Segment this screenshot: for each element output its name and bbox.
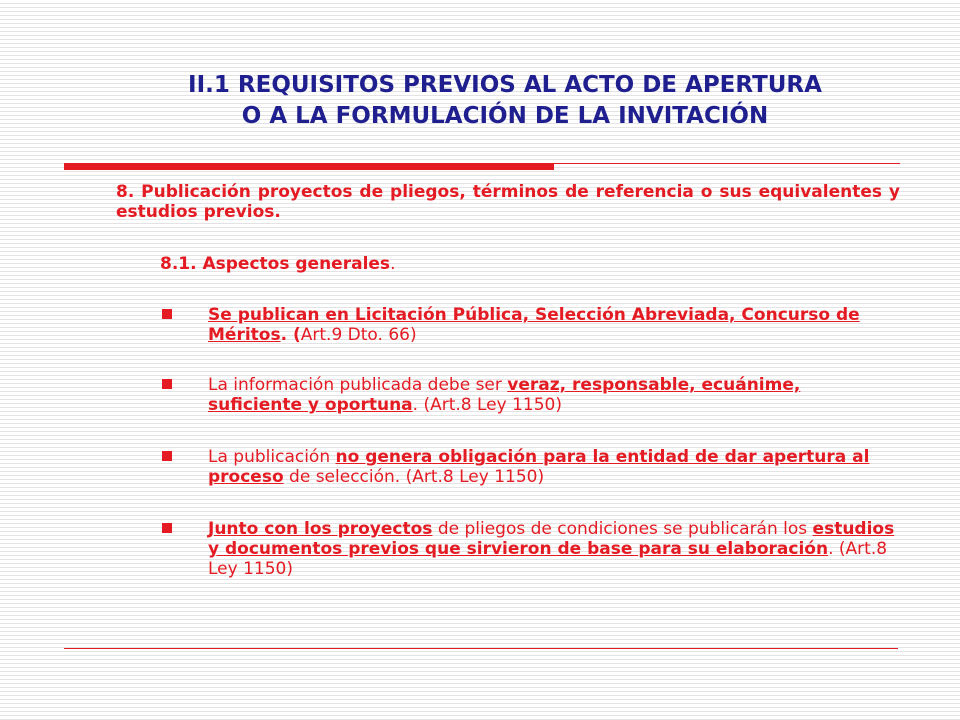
- subsection-heading-dot: .: [390, 254, 396, 274]
- footer-divider: [64, 648, 898, 649]
- bullet-item-3: [160, 447, 900, 487]
- bullet-1-reference: Art.9 Dto. 66): [300, 325, 417, 345]
- square-bullet-icon: [162, 379, 172, 389]
- bullet-3-text-start: La publicación: [208, 447, 336, 467]
- bullet-3-text-end: de selección. (Art.8 Ley 1150): [283, 467, 545, 487]
- square-bullet-icon: [162, 451, 172, 461]
- section-heading: 8. Publicación proyectos de pliegos, términos de referencia o sus equivalentes y estudios previos.: [116, 182, 900, 222]
- bullet-2-text-start: La información publicada debe ser: [208, 375, 508, 395]
- subsection-heading: [160, 254, 395, 274]
- bullet-4-text-end: . (Art.8 Ley 1150): [208, 539, 888, 579]
- bullet-4-underlined-start: Junto con los proyectos: [208, 519, 433, 539]
- slide-title-line-1: II.1 REQUISITOS PREVIOS AL ACTO DE APERTURA: [188, 72, 822, 98]
- bullet-item-2: [160, 375, 900, 415]
- bullet-2-underlined: veraz, responsable, ecuánime, suficiente y oportuna: [208, 375, 801, 415]
- subsection-heading-text: 8.1. Aspectos generales: [160, 254, 391, 274]
- bullet-item-4: [160, 519, 900, 579]
- bullet-3-underlined: no genera obligación para la entidad de dar apertura al proceso: [208, 447, 870, 487]
- title-divider-thin: [554, 163, 900, 164]
- slide-title: [110, 70, 900, 132]
- slide-title-line-2: O A LA FORMULACIÓN DE LA INVITACIÓN: [241, 103, 769, 129]
- square-bullet-icon: [162, 523, 172, 533]
- bullet-2-text-end: . (Art.8 Ley 1150): [412, 395, 562, 415]
- square-bullet-icon: [162, 309, 172, 319]
- title-divider-thick: [64, 163, 554, 170]
- bullet-item-1: [160, 305, 900, 345]
- bullet-1-punct: . (: [280, 325, 301, 345]
- bullet-1-underlined: Se publican en Licitación Pública, Selección Abreviada, Concurso de Méritos: [208, 305, 860, 345]
- bullet-4-text-middle: de pliegos de condiciones se publicarán los: [432, 519, 813, 539]
- bullet-4-underlined-end: estudios y documentos previos que sirvieron de base para su elaboración: [208, 519, 895, 559]
